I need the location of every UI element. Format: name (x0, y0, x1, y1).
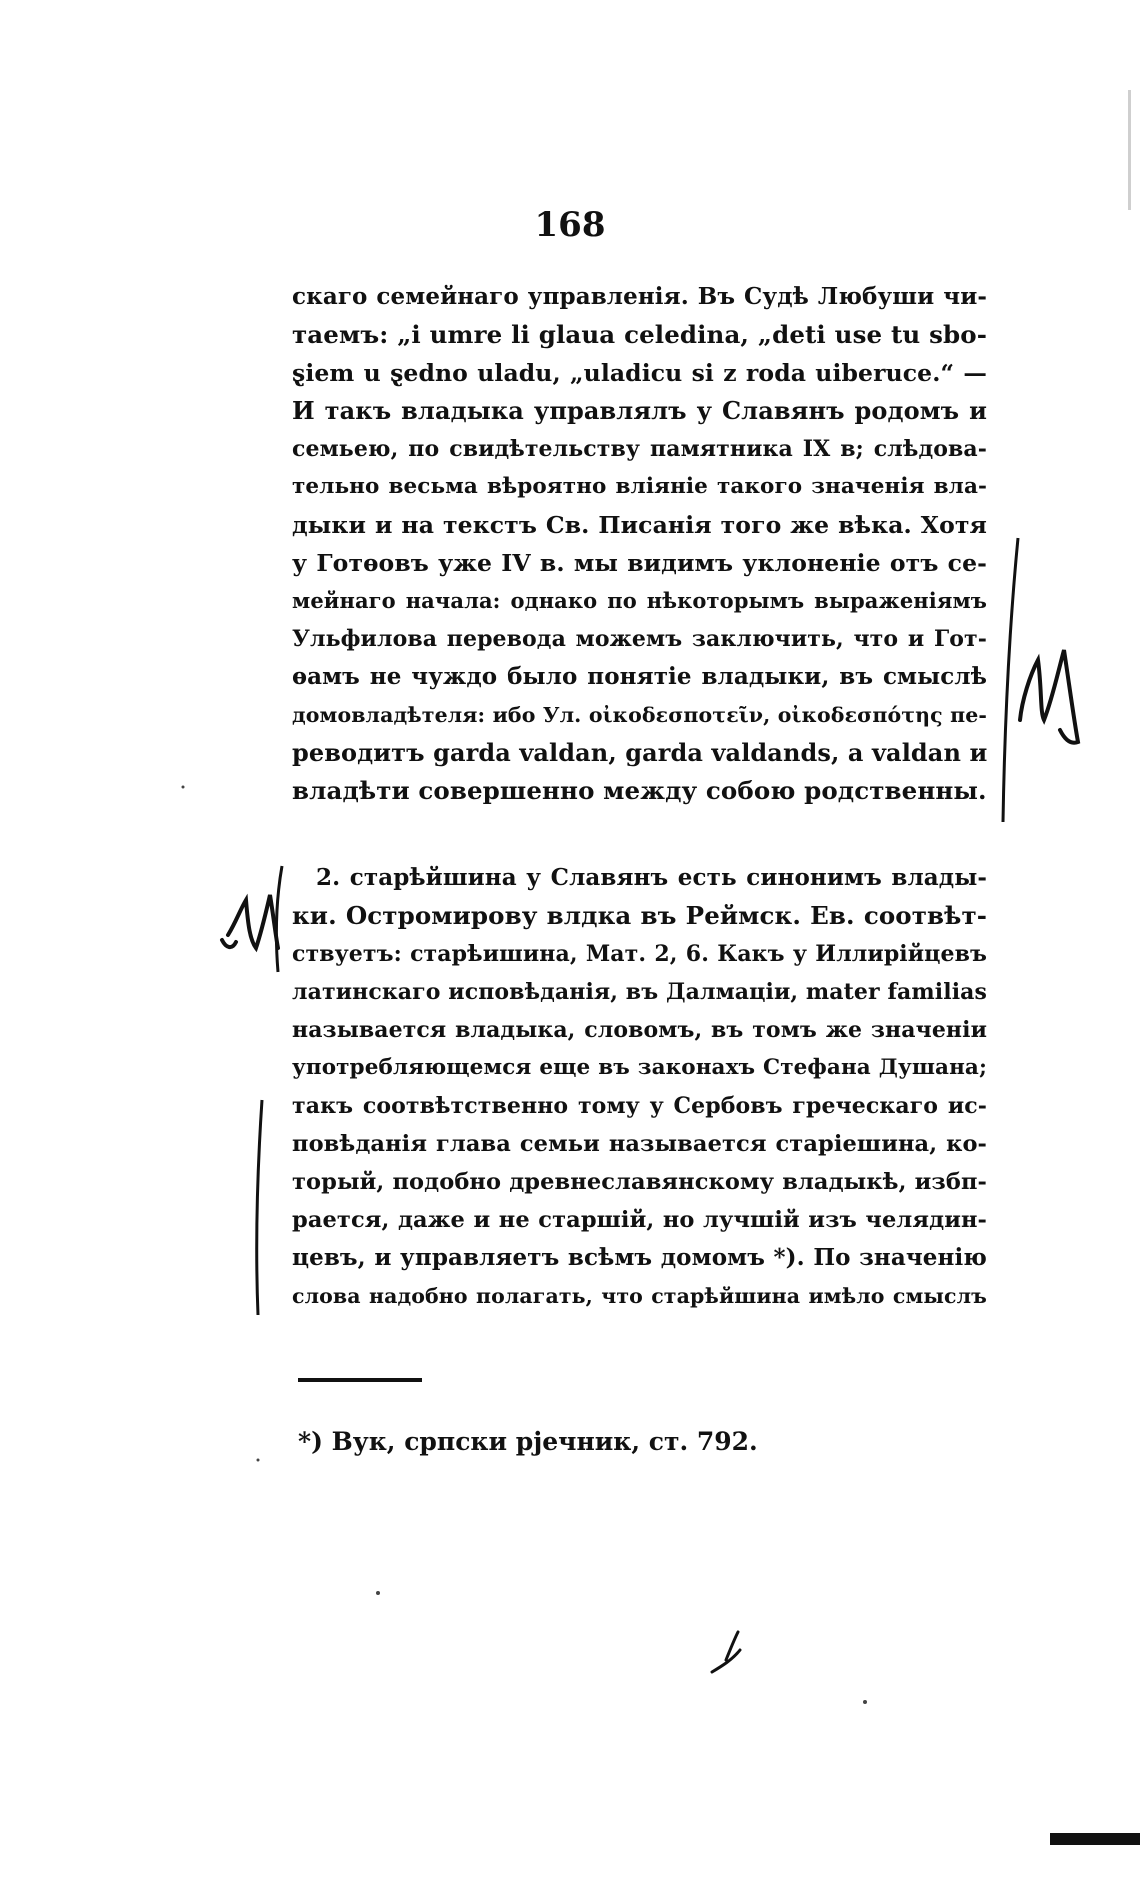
text-line: у Готѳовъ уже IV в. мы видимъ уклоненіе отъ се- (292, 549, 987, 577)
text-line: слова надобно полагать, что старѣйшина имѣло смыслъ (292, 1284, 987, 1308)
text-line: Ульфилова перевода можемъ заключить, что и Гот- (292, 626, 987, 652)
text-line: употребляющемся еще въ законахъ Стефана Душана; (292, 1055, 987, 1080)
text-line: торый, подобно древнеславянскому владыкѣ, избп- (292, 1169, 987, 1195)
footnote: *) Вук, српски рјечник, ст. 792. (298, 1427, 758, 1456)
page-edge-bar (1050, 1833, 1140, 1845)
bottom-pen-mark (712, 1632, 740, 1672)
text-line: латинскаго исповѣданія, въ Далмаціи, mater familias (292, 979, 987, 1005)
text-line: мейнаго начала: однако по нѣкоторымъ выраженіямъ (292, 588, 987, 613)
text-line: владѣти совершенно между собою родственны. (292, 776, 987, 805)
text-line: домовладѣтеля: ибо Ул. οἰκοδεσποτεῖν, οἰκοδεσπότης пе- (292, 703, 987, 727)
text-line: повѣданія глава семьи называется старіешина, ко- (292, 1131, 987, 1157)
text-line: таемъ: „i umre li glaua celedina, „deti use tu sbo- (292, 320, 987, 349)
speck-mark (863, 1700, 867, 1704)
speck-mark (257, 1459, 260, 1462)
text-line: ȿiem u ȿedno uladu, „uladicu si z roda uiberuce.“ — (292, 359, 987, 387)
text-line: ѳамъ не чуждо было понятіе владыки, въ смыслѣ (292, 663, 987, 690)
text-line: ки. Остромирову влдка въ Реймск. Ев. соотвѣт- (292, 901, 987, 930)
right-margin-bracket-mark (1003, 538, 1018, 822)
right-margin-m-mark (1020, 650, 1078, 743)
text-line: ствуетъ: старѣишина, Мат. 2, 6. Какъ у Иллирійцевъ (292, 941, 987, 967)
left-margin-m-mark (222, 895, 278, 948)
text-line: рается, даже и не старшій, но лучшій изъ челядин- (292, 1207, 987, 1233)
text-line: такъ соотвѣтственно тому у Сербовъ греческаго ис- (292, 1093, 987, 1119)
page-number: 168 (534, 205, 606, 245)
left-margin-bracket-mark (276, 866, 282, 972)
text-line: скаго семейнаго управленія. Въ Судѣ Любуши чи- (292, 283, 987, 310)
text-line: семьею, по свидѣтельству памятника IX в; слѣдова- (292, 436, 987, 462)
text-line: цевъ, и управляетъ всѣмъ домомъ *). По значенію (292, 1244, 987, 1271)
text-line: дыки и на текстъ Св. Писанія того же вѣка. Хотя (292, 511, 987, 539)
text-line: тельно весьма вѣроятно вліяніе такого значенія вла- (292, 474, 987, 499)
speck-mark (376, 1591, 380, 1595)
text-line: 2. старѣйшина у Славянъ есть синонимъ влады- (316, 864, 987, 891)
text-line: называется владыка, словомъ, въ томъ же значеніи (292, 1017, 987, 1043)
speck-mark (182, 786, 185, 789)
left-margin-line-mark (257, 1100, 262, 1315)
text-line: реводитъ garda valdan, garda valdands, а valdan и (292, 738, 988, 767)
text-line: И такъ владыка управлялъ у Славянъ родомъ и (292, 396, 987, 425)
